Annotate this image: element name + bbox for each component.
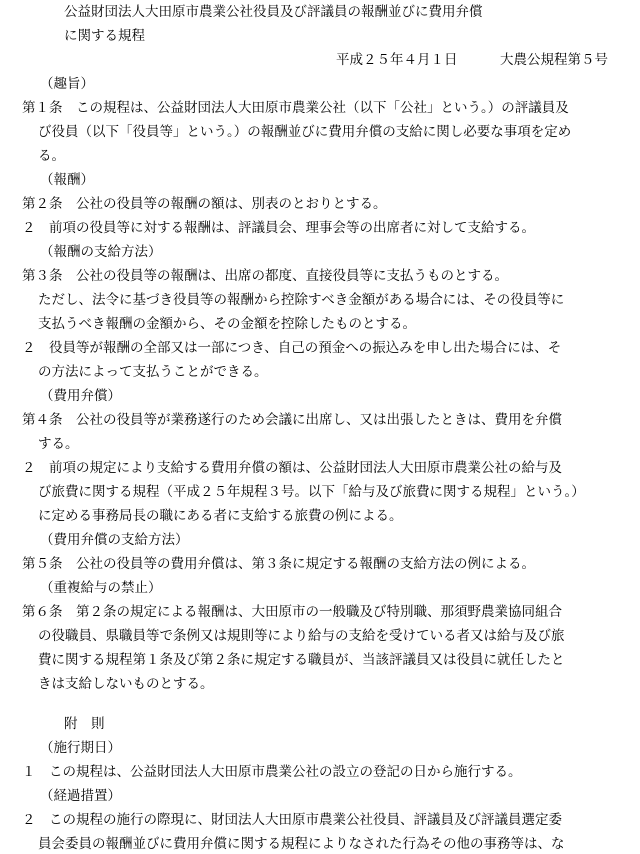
supplementary-provisions-title: 附 則 — [64, 716, 105, 732]
article-4-line-2: する。 — [38, 436, 79, 452]
article-3-line-2: ただし、法令に基づき役員等の報酬から控除すべき金額がある場合には、その役員等に — [38, 292, 565, 308]
article-3-line-3: 支払うべき報酬の金額から、その金額を控除したものとする。 — [38, 316, 416, 332]
section-heading-payment-method: （報酬の支給方法） — [40, 244, 162, 260]
article-1-line-1: 第１条 この規程は、公益財団法人大田原市農業公社（以下「公社」という。）の評議員及 — [22, 100, 569, 116]
section-heading-remuneration: （報酬） — [40, 172, 94, 188]
section-heading-expense-reimbursement: （費用弁償） — [40, 388, 121, 404]
article-3-line-1: 第３条 公社の役員等の報酬は、出席の都度、直接役員等に支払うものとする。 — [22, 268, 508, 284]
section-heading-duplicate-pay-prohibition: （重複給与の禁止） — [40, 580, 162, 596]
supplementary-paragraph-1: １ この規程は、公益財団法人大田原市農業公社の設立の登記の日から施行する。 — [22, 764, 522, 780]
article-6-line-4: きは支給しないものとする。 — [38, 676, 214, 692]
article-3-paragraph-2-line-2: の方法によって支払うことができる。 — [38, 364, 268, 380]
article-3-paragraph-2-line-1: ２ 役員等が報酬の全部又は一部につき、自己の預金への振込みを申し出た場合には、そ — [22, 340, 562, 356]
enactment-date: 平成２５年４月１日 — [336, 52, 458, 68]
article-6-line-3: 費に関する規程第１条及び第２条に規定する職員が、当該評議員又は役員に就任したと — [38, 652, 565, 668]
document-title-line-2: に関する規程 — [64, 28, 145, 44]
supplementary-heading-effective-date: （施行期日） — [40, 740, 121, 756]
supplementary-paragraph-2-line-1: ２ この規程の施行の際現に、財団法人大田原市農業公社役員、評議員及び評議員選定委 — [22, 812, 562, 828]
supplementary-heading-transitional-measures: （経過措置） — [40, 788, 121, 804]
article-6-line-2: の役職員、県職員等で条例又は規則等により給与の支給を受けている者又は給与及び旅 — [38, 628, 565, 644]
article-4-paragraph-2-line-3: に定める事務局長の職にある者に支給する旅費の例による。 — [38, 508, 403, 524]
article-4-paragraph-2-line-2: び旅費に関する規程（平成２５年規程３号。以下「給与及び旅費に関する規程」という。） — [38, 484, 585, 500]
article-2-paragraph-2: ２ 前項の役員等に対する報酬は、評議員会、理事会等の出席者に対して支給する。 — [22, 220, 535, 236]
article-4-line-1: 第４条 公社の役員等が業務遂行のため会議に出席し、又は出張したときは、費用を弁償 — [22, 412, 562, 428]
supplementary-paragraph-2-line-2: 員会委員の報酬並びに費用弁償に関する規程によりなされた行為その他の事務等は、な — [38, 836, 565, 852]
article-4-paragraph-2-line-1: ２ 前項の規定により支給する費用弁償の額は、公益財団法人大田原市農業公社の給与及 — [22, 460, 562, 476]
article-1-line-3: る。 — [38, 148, 65, 164]
section-heading-purpose: （趣旨） — [40, 76, 94, 92]
article-1-line-2: び役員（以下「役員等」という。）の報酬並びに費用弁償の支給に関し必要な事項を定め — [38, 124, 572, 140]
section-heading-expense-payment-method: （費用弁償の支給方法） — [40, 532, 189, 548]
article-5-line-1: 第５条 公社の役員等の費用弁償は、第３条に規定する報酬の支給方法の例による。 — [22, 556, 535, 572]
article-6-line-1: 第６条 第２条の規定による報酬は、大田原市の一般職及び特別職、那須野農業協同組合 — [22, 604, 562, 620]
enactment-number: 大農公規程第５号 — [500, 52, 608, 68]
document-title-line-1: 公益財団法人大田原市農業公社役員及び評議員の報酬並びに費用弁償 — [64, 4, 483, 20]
article-2-line-1: 第２条 公社の役員等の報酬の額は、別表のとおりとする。 — [22, 196, 387, 212]
